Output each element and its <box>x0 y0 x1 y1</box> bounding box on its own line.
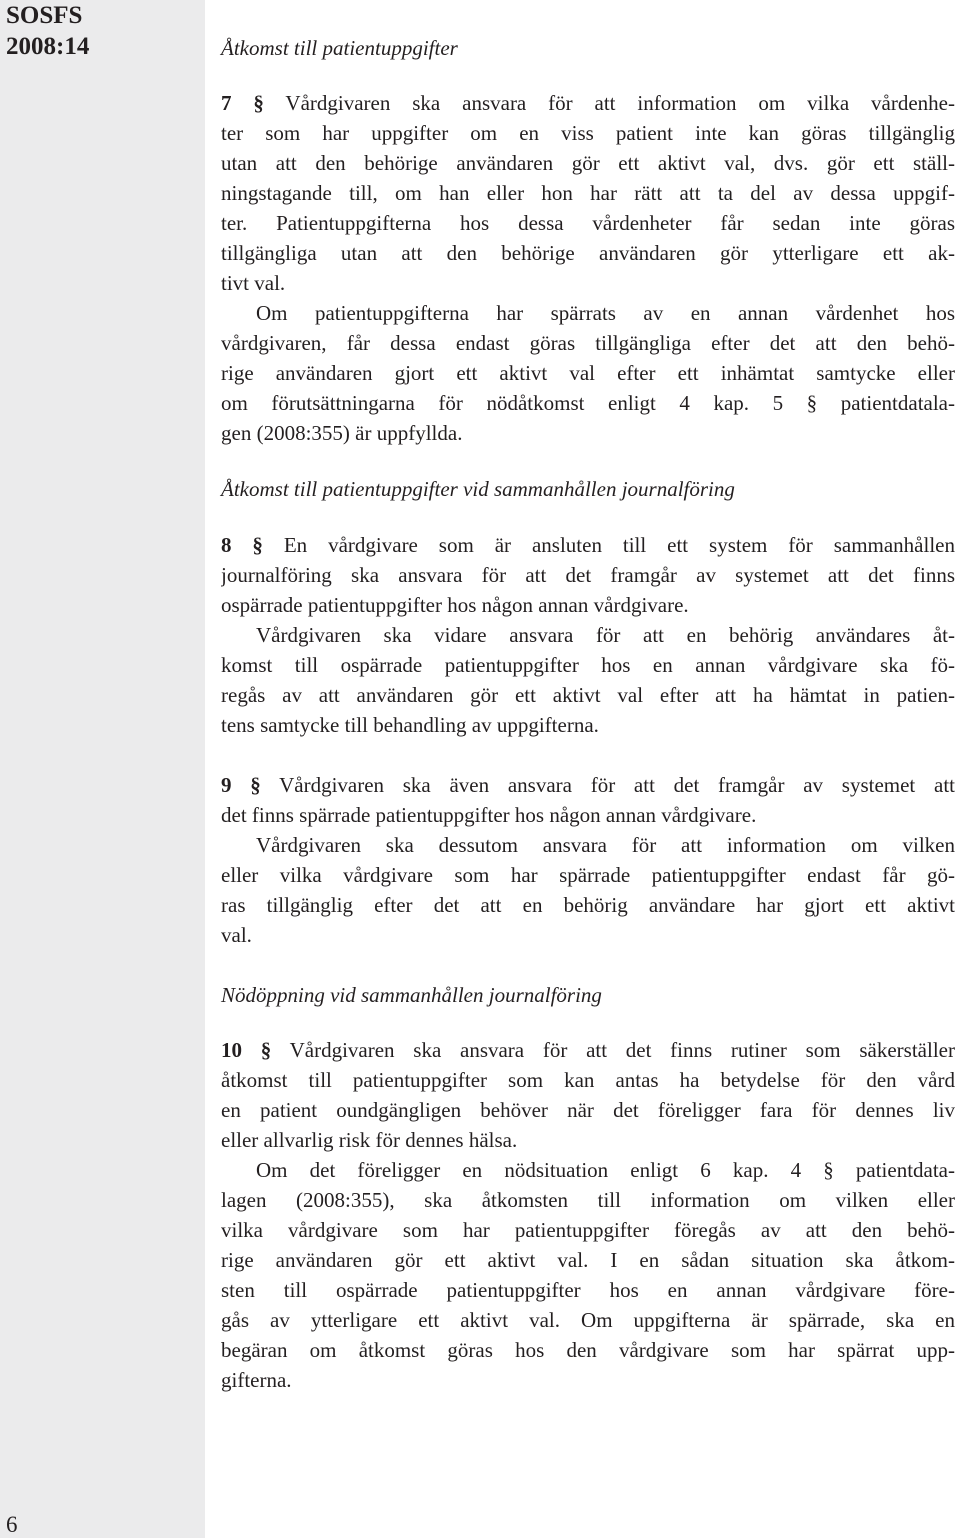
paragraph-9 <box>221 770 955 830</box>
text-line: utan att den behörige användaren gör ett aktivt val, dvs. gör ett ställ- <box>221 151 955 175</box>
text-line: regås av att användaren gör ett aktivt val efter att ha hämtat in patien- <box>221 683 955 707</box>
text-line: vårdgivaren, får dessa endast göras tillgängliga efter det att den behö- <box>221 331 955 355</box>
margin-column <box>0 0 205 1538</box>
text-line: begäran om åtkomst göras hos den vårdgivare som har spärrat upp- <box>221 1338 955 1362</box>
text-line: rige användaren gjort ett aktivt val efter ett inhämtat samtycke eller <box>221 361 955 385</box>
paragraph-8-second <box>221 620 955 740</box>
text-line: tillgängliga utan att den behörige användaren gör ytterligare ett ak- <box>221 241 955 265</box>
text-line: en patient oundgängligen behöver när det föreligger fara för dennes liv <box>221 1098 955 1122</box>
series-name: SOSFS <box>6 2 83 29</box>
text-line: eller allvarlig risk för dennes hälsa. <box>221 1128 518 1152</box>
text-line: journalföring ska ansvara för att det framgår av systemet att det finns <box>221 563 955 587</box>
text-line: åtkomst till patientuppgifter som kan antas ha betydelse för den vård <box>221 1068 955 1092</box>
paragraph-number: 9 § <box>221 773 261 797</box>
text-line: Om patientuppgifterna har spärrats av en annan vårdenhet hos <box>256 301 955 325</box>
text-line: om förutsättningarna för nödåtkomst enligt 4 kap. 5 § patientdatala- <box>221 391 955 415</box>
text-line: tens samtycke till behandling av uppgifterna. <box>221 713 599 737</box>
text-line: lagen (2008:355), ska åtkomsten till information om vilken eller <box>221 1188 955 1212</box>
paragraph-number: 10 § <box>221 1038 272 1062</box>
paragraph-10 <box>221 1035 955 1155</box>
paragraph-number: 7 § <box>221 91 264 115</box>
text-line: det finns spärrade patientuppgifter hos någon annan vårdgivare. <box>221 803 757 827</box>
paragraph-number: 8 § <box>221 533 263 557</box>
text-line: gifterna. <box>221 1368 292 1392</box>
text-line: ter. Patientuppgifterna hos dessa vårdenheter får sedan inte göras <box>221 211 955 235</box>
text-line: 9 § Vårdgivaren ska även ansvara för att det framgår av systemet att <box>221 773 955 797</box>
section-heading-emergency-opening: Nödöppning vid sammanhållen journalföring <box>221 983 602 1007</box>
text-line: ter som har uppgifter om en viss patient inte kan göras tillgänglig <box>221 121 955 145</box>
text-line: komst till ospärrade patientuppgifter hos en annan vårdgivare ska fö- <box>221 653 955 677</box>
text-line: gås av ytterligare ett aktivt val. Om uppgifterna är spärrade, ska en <box>221 1308 955 1332</box>
text-line: Vårdgivaren ska dessutom ansvara för att information om vilken <box>256 833 955 857</box>
paragraph-10-second <box>221 1155 955 1395</box>
text-line: 7 § Vårdgivaren ska ansvara för att information om vilka vårdenhe- <box>221 91 955 115</box>
text-line: val. <box>221 923 252 947</box>
text-line: ras tillgänglig efter det att en behörig användare har gjort ett aktivt <box>221 893 955 917</box>
text-line: ospärrade patientuppgifter hos någon annan vårdgivare. <box>221 593 689 617</box>
text-line: vilka vårdgivare som har patientuppgifter föregås av att den behö- <box>221 1218 955 1242</box>
text-line: sten till ospärrade patientuppgifter hos en annan vårdgivare före- <box>221 1278 955 1302</box>
text-line: rige användaren gör ett aktivt val. I en sådan situation ska åtkom- <box>221 1248 955 1272</box>
paragraph-9-second <box>221 830 955 950</box>
section-heading-access: Åtkomst till patientuppgifter <box>221 36 458 60</box>
series-number: 2008:14 <box>6 33 90 60</box>
document-body <box>221 33 955 1395</box>
text-line: Vårdgivaren ska vidare ansvara för att en behörig användares åt- <box>256 623 955 647</box>
text-line: gen (2008:355) är uppfyllda. <box>221 421 463 445</box>
paragraph-7-second <box>221 298 955 448</box>
paragraph-8 <box>221 530 955 620</box>
text-line: 10 § Vårdgivaren ska ansvara för att det finns rutiner som säkerställer <box>221 1038 955 1062</box>
text-line: eller vilka vårdgivare som har spärrade patientuppgifter endast får gö- <box>221 863 955 887</box>
text-line: ningstagande till, om han eller hon har rätt att ta del av dessa uppgif- <box>221 181 955 205</box>
paragraph-7 <box>221 88 955 298</box>
text-line: tivt val. <box>221 271 286 295</box>
document-series <box>6 0 89 62</box>
page-number: 6 <box>6 1512 18 1537</box>
text-line: Om det föreligger en nödsituation enligt 6 kap. 4 § patientdata- <box>256 1158 955 1182</box>
text-line: 8 § En vårdgivare som är ansluten till ett system för sammanhållen <box>221 533 955 557</box>
section-heading-coordinated-records: Åtkomst till patientuppgifter vid sammanhållen journalföring <box>221 477 735 501</box>
